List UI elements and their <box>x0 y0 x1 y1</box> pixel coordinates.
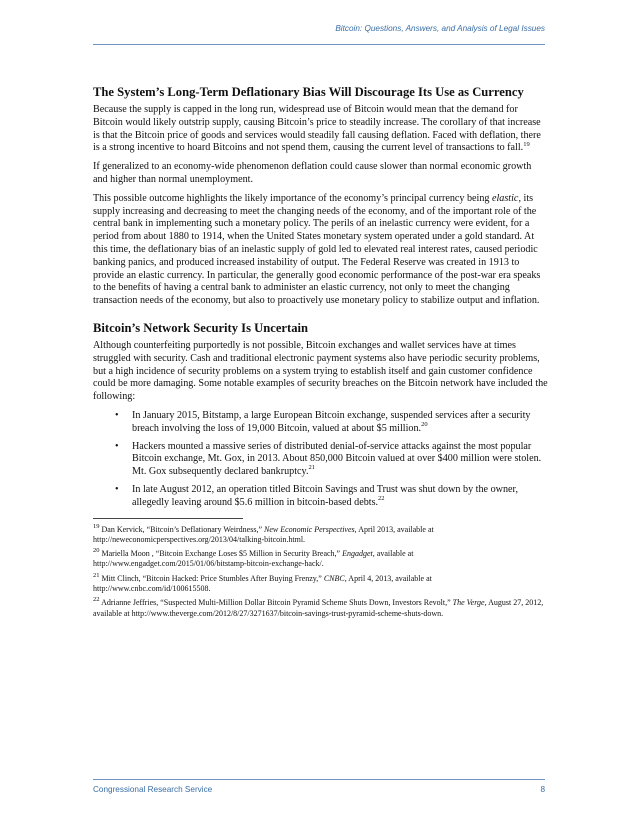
paragraph: If generalized to an economy-wide phenomenon deflation could cause slower than normal economic growth and higher than normal unemployment. <box>93 161 532 185</box>
footnote-ref[interactable]: 20 <box>421 421 428 429</box>
footnote-ref[interactable]: 19 <box>523 140 530 148</box>
footnotes <box>93 522 548 619</box>
bullet-icon: • <box>115 440 119 452</box>
bullet-icon: • <box>115 483 119 495</box>
footnote-ref[interactable]: 22 <box>378 495 385 503</box>
page-number: 8 <box>540 785 545 794</box>
footnote: $^{20}$ Mariella Moon , “Bitcoin Exchange Loses $5 Million in Security Breach,” Engadget, available at http://www.engadget.com/2015/01/06/bitstamp-bitcoin-exchange-hack/. <box>93 547 414 569</box>
section-heading-deflationary-bias: The System’s Long-Term Deflationary Bias Will Discourage Its Use as Currency <box>93 85 524 99</box>
footnote: $^{22}$ Adrianne Jeffries, “Suspected Multi-Million Dollar Bitcoin Pyramid Scheme Shuts Down, Investors Revolt,” The Verge, August 27, 2012, available at http://www.theverge.com/2012/8/27/3271637/bitcoin-savings-trust-pyramid-scheme-shuts-down. <box>93 596 544 618</box>
list-item: • In late August 2012, an operation titled Bitcoin Savings and Trust was shut down by the owner, allegedly leaving around $5.6 million in bitcoin-based debts.$^{22}$ <box>115 483 518 508</box>
footnote-ref[interactable]: 21 <box>308 464 315 472</box>
page-body <box>93 84 548 623</box>
list-item: • In January 2015, Bitstamp, a large European Bitcoin exchange, suspended services after a security breach involving the loss of 19,000 Bitcoin, valued at about $5 million.$^{20}$ <box>115 409 531 434</box>
list-item: • Hackers mounted a massive series of distributed denial-of-service attacks against the most popular Bitcoin exchange, Mt. Gox, in 2013. About 850,000 Bitcoin valued at over $400 million were stolen. Mt. Gox subsequently declared bankruptcy.$^{21}$ <box>115 440 542 478</box>
running-header: Bitcoin: Questions, Answers, and Analysis of Legal Issues <box>335 24 545 33</box>
footer-rule <box>93 779 545 780</box>
bullet-list <box>93 410 548 510</box>
footnote-separator <box>93 518 243 519</box>
bullet-icon: • <box>115 409 119 421</box>
paragraph: Because the supply is capped in the long run, widespread use of Bitcoin would mean that the demand for Bitcoin would likely outstrip supply, causing Bitcoin’s price to steadily increase. The corollary of that increase is that the Bitcoin price of goods and services would steadily fall causing deflation. Faced with deflation, there is a strong incentive to hoard Bitcoins and not spend them, causing the current level of transactions to fall.$^{19}$ <box>93 104 541 154</box>
section-heading-network-security: Bitcoin’s Network Security Is Uncertain <box>93 320 308 335</box>
footer-agency: Congressional Research Service <box>93 785 213 794</box>
footnote: $^{19}$ Dan Kervick, “Bitcoin’s Deflationary Weirdness,” New Economic Perspectives, April 2013, available at http://neweconomicperspectives.org/2013/04/talking-bitcoin.html. <box>93 522 434 544</box>
footnote: $^{21}$ Mitt Clinch, “Bitcoin Hacked: Price Stumbles After Buying Frenzy,” CNBC, April 4, 2013, available at http://www.cnbc.com/id/100615508. <box>93 571 432 593</box>
header-rule <box>93 44 545 45</box>
paragraph: This possible outcome highlights the likely importance of the economy’s principal currency being elastic, its supply increasing and decreasing to meet the changing needs of the economy, and of the important role of the central bank in implementing such a monetary policy. The perils of an inelastic currency were evident, for a period from about 1880 to 1914, when the United States monetary system operated under a gold standard. At this time, the deflationary bias of an inelastic supply of gold led to elevated real interest rates, caused periodic banking panics, and produced increased instability of output. The Federal Reserve was created in 1913 to provide an elastic currency. In particular, the generally good economic performance of the post-war era speaks to the benefits of having a central bank to administer an elastic currency, not only to meet the changing transaction needs of the economy, but also to proactively use monetary policy to stabilize output and inflation. <box>93 192 541 307</box>
paragraph: Although counterfeiting purportedly is not possible, Bitcoin exchanges and wallet services have at times struggled with security. Cash and traditional electronic payment systems also have periodic security problems, but a high incidence of security problems on a system trying to establish itself and gain customer confidence could be more damaging. Some notable examples of security breaches on the Bitcoin network have included the following: <box>93 339 548 403</box>
